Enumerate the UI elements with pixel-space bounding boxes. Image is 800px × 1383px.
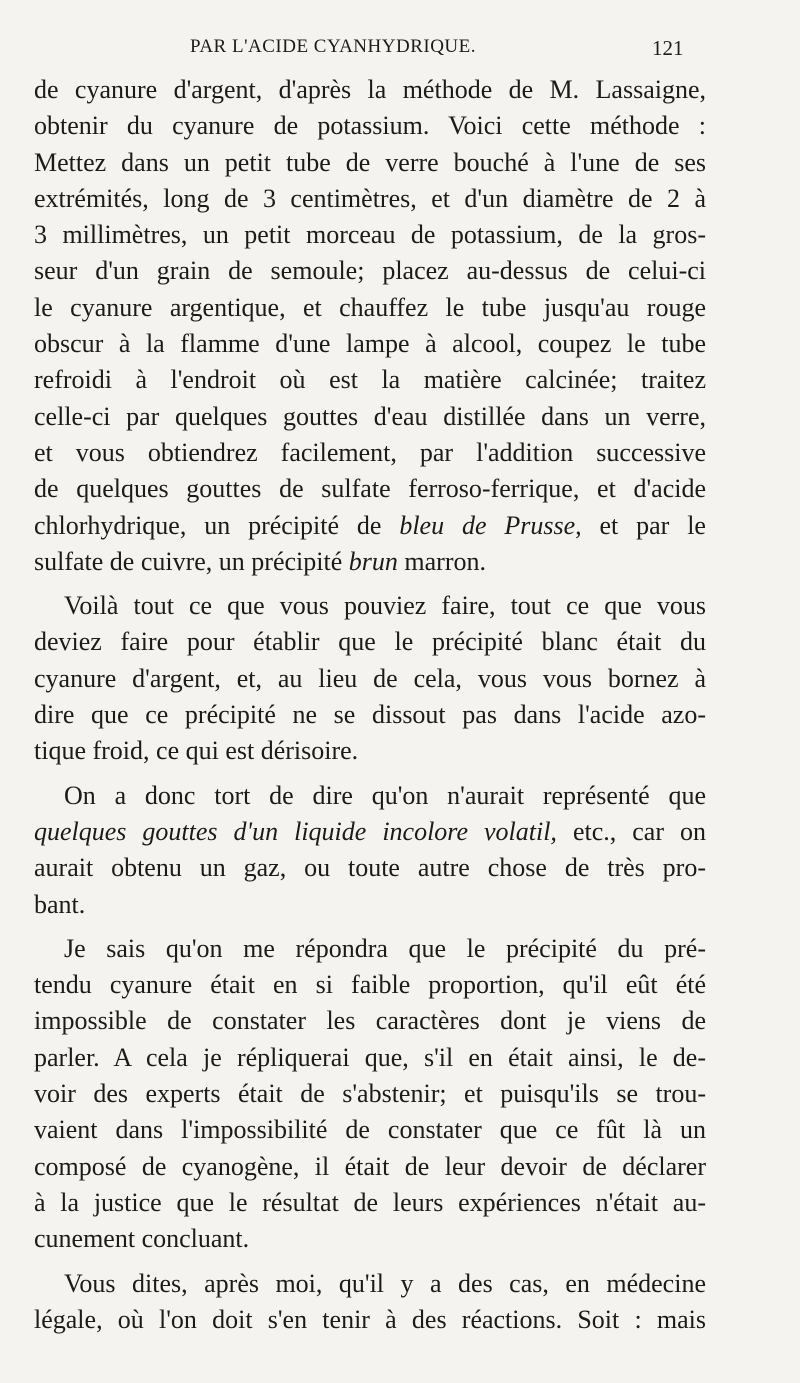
text-run: légale, où l'on doit s'en tenir à des réactions. Soit : mais bbox=[34, 1304, 706, 1334]
text-run: tique froid, ce qui est dérisoire. bbox=[34, 736, 359, 766]
text-run: celle-ci par quelques gouttes d'eau distillée dans un verre, bbox=[34, 401, 706, 431]
text-line bbox=[34, 1221, 706, 1257]
page-number: 121 bbox=[652, 36, 684, 60]
text-line bbox=[34, 145, 706, 181]
paragraph-gap bbox=[34, 1258, 706, 1266]
text-run: voir des experts était de s'abstenir; et puisqu'ils se trou- bbox=[34, 1079, 706, 1109]
text-run: deviez faire pour établir que le précipité blanc était du bbox=[34, 627, 706, 657]
text-line bbox=[34, 181, 706, 217]
text-run: vaient dans l'impossibilité de constater que ce fût là un bbox=[34, 1115, 706, 1145]
text-line bbox=[34, 1266, 706, 1302]
text-run: dire que ce précipité ne se dissout pas dans l'acide azo- bbox=[34, 700, 706, 730]
body-text bbox=[34, 72, 706, 1338]
text-line bbox=[34, 108, 706, 144]
text-run: obscur à la flamme d'une lampe à alcool, coupez le tube bbox=[34, 329, 706, 359]
text-run: marron. bbox=[397, 546, 486, 576]
text-run: cyanure d'argent, et, au lieu de cela, vous vous bornez à bbox=[34, 663, 706, 693]
text-run: aurait obtenu un gaz, ou toute autre chose de très pro- bbox=[34, 853, 706, 883]
paragraph bbox=[34, 931, 706, 1258]
text-line bbox=[34, 1112, 706, 1148]
paragraph-gap bbox=[34, 770, 706, 778]
paragraph bbox=[34, 778, 706, 923]
text-line bbox=[34, 508, 706, 544]
text-run: Vous dites, après moi, qu'il y a des cas, en médecine bbox=[64, 1268, 706, 1298]
text-run: chlorhydrique, un précipité de bbox=[34, 510, 400, 540]
text-line bbox=[34, 72, 706, 108]
paragraph-gap bbox=[34, 580, 706, 588]
italic-text: bleu de Prusse, bbox=[399, 510, 582, 540]
text-run: bant. bbox=[34, 889, 86, 919]
text-line bbox=[34, 362, 706, 398]
text-run: à la justice que le résultat de leurs expériences n'était au- bbox=[34, 1187, 706, 1217]
text-run: et vous obtiendrez facilement, par l'addition successive bbox=[34, 437, 706, 467]
text-run: etc., car on bbox=[556, 816, 706, 846]
text-line bbox=[34, 931, 706, 967]
text-run: impossible de constater les caractères dont je viens de bbox=[34, 1006, 706, 1036]
text-line bbox=[34, 253, 706, 289]
text-run: sulfate de cuivre, un précipité bbox=[34, 546, 349, 576]
text-line bbox=[34, 814, 706, 850]
text-run: cunement concluant. bbox=[34, 1224, 250, 1254]
text-run: composé de cyanogène, il était de leur devoir de déclarer bbox=[34, 1151, 706, 1181]
italic-text: quelques gouttes d'un liquide incolore volatil, bbox=[34, 816, 557, 846]
text-line bbox=[34, 661, 706, 697]
text-line bbox=[34, 544, 706, 580]
text-run: seur d'un grain de semoule; placez au-dessus de celui-ci bbox=[34, 256, 706, 286]
text-run: et par le bbox=[581, 510, 706, 540]
text-run: refroidi à l'endroit où est la matière calcinée; traitez bbox=[34, 365, 706, 395]
text-line bbox=[34, 624, 706, 660]
text-line bbox=[34, 887, 706, 923]
running-head: PAR L'ACIDE CYANHYDRIQUE. bbox=[190, 36, 476, 57]
text-line bbox=[34, 435, 706, 471]
italic-text: brun bbox=[348, 546, 398, 576]
paragraph bbox=[34, 1266, 706, 1339]
text-run: Je sais qu'on me répondra que le précipité du pré- bbox=[64, 933, 706, 963]
text-line bbox=[34, 1149, 706, 1185]
text-line bbox=[34, 778, 706, 814]
text-run: extrémités, long de 3 centimètres, et d'un diamètre de 2 à bbox=[34, 183, 706, 213]
text-line bbox=[34, 1185, 706, 1221]
text-run: Mettez dans un petit tube de verre bouché à l'une de ses bbox=[34, 147, 706, 177]
text-run: obtenir du cyanure de potassium. Voici cette méthode : bbox=[34, 111, 706, 141]
text-line bbox=[34, 967, 706, 1003]
text-line bbox=[34, 1302, 706, 1338]
page-header bbox=[0, 36, 800, 66]
text-line bbox=[34, 217, 706, 253]
paragraph-gap bbox=[34, 923, 706, 931]
text-line bbox=[34, 326, 706, 362]
text-line bbox=[34, 1040, 706, 1076]
text-run: parler. A cela je répliquerai que, s'il en était ainsi, le de- bbox=[34, 1042, 706, 1072]
text-line bbox=[34, 588, 706, 624]
text-run: de quelques gouttes de sulfate ferroso-ferrique, et d'acide bbox=[34, 474, 706, 504]
text-run: On a donc tort de dire qu'on n'aurait représenté que bbox=[64, 780, 706, 810]
text-line bbox=[34, 399, 706, 435]
text-line bbox=[34, 697, 706, 733]
text-line bbox=[34, 733, 706, 769]
text-line bbox=[34, 850, 706, 886]
text-line bbox=[34, 1003, 706, 1039]
text-run: tendu cyanure était en si faible proportion, qu'il eût été bbox=[34, 970, 706, 1000]
text-line bbox=[34, 1076, 706, 1112]
text-line bbox=[34, 290, 706, 326]
text-run: 3 millimètres, un petit morceau de potassium, de la gros- bbox=[34, 220, 706, 250]
text-run: de cyanure d'argent, d'après la méthode de M. Lassaigne, bbox=[34, 75, 706, 104]
paragraph bbox=[34, 588, 706, 769]
paragraph bbox=[34, 72, 706, 580]
text-run: Voilà tout ce que vous pouviez faire, tout ce que vous bbox=[64, 591, 706, 621]
text-line bbox=[34, 471, 706, 507]
text-run: le cyanure argentique, et chauffez le tube jusqu'au rouge bbox=[34, 292, 706, 322]
